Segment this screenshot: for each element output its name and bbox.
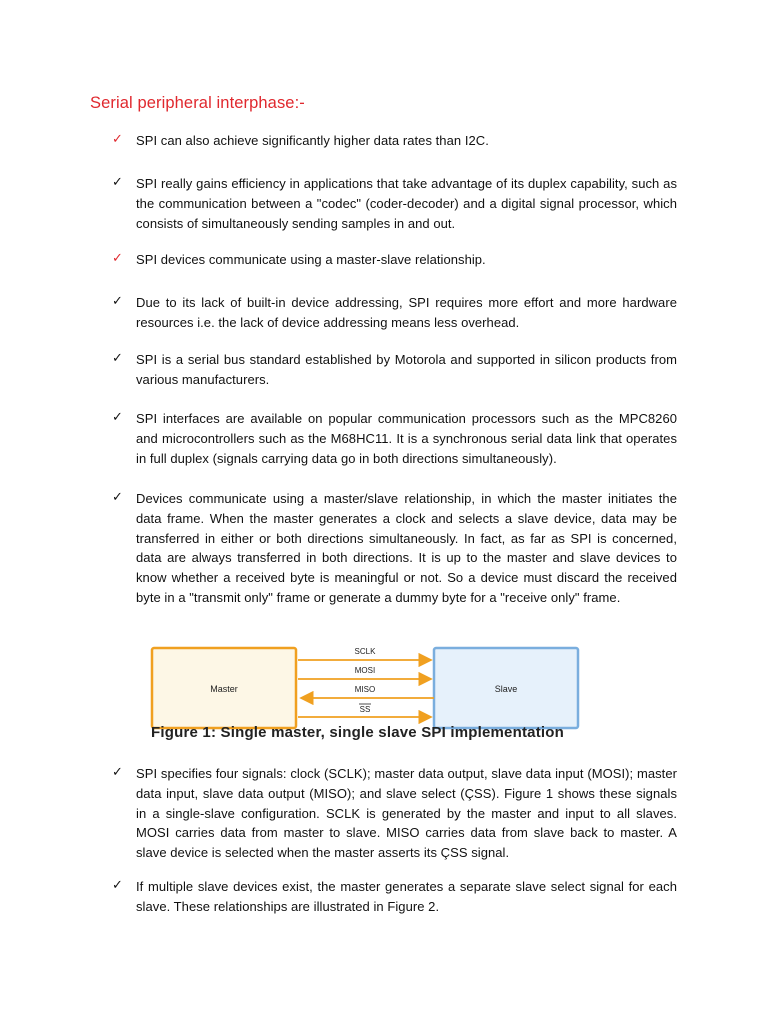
ss-label: SS <box>359 705 371 714</box>
bullet-item <box>112 764 677 863</box>
check-icon: ✓ <box>112 132 123 147</box>
bullet-text: Devices communicate using a master/slave relationship, in which the master initiates the data frame. When the master generates a clock and selects a slave device, data may be transferred in either or both directions simultaneously. In fact, as far as SPI is concerned, data are always transferred in both directions. It is up to the master and slave devices to know whether a received byte is meaningful or not. So a device must discard the received byte in a "transmit only" frame or generate a dummy byte for a "receive only" frame. <box>136 491 677 605</box>
section-heading: Serial peripheral interphase:- <box>90 94 305 112</box>
check-icon: ✓ <box>112 251 123 266</box>
miso-label: MISO <box>354 685 376 694</box>
bullet-text: SPI really gains efficiency in applications that take advantage of its duplex capability, such as the communication between a "codec" (coder-decoder) and a digital signal processor, which consists of simultaneously sending samples in and out. <box>136 176 677 231</box>
bullet-item <box>112 250 677 270</box>
bullet-item <box>112 293 677 333</box>
check-icon: ✓ <box>112 351 123 366</box>
bullet-item <box>112 174 677 233</box>
check-icon: ✓ <box>112 490 123 505</box>
mosi-label: MOSI <box>354 666 376 675</box>
check-icon: ✓ <box>112 878 123 893</box>
figure-caption: Figure 1: Single master, single slave SPI implementation <box>151 724 564 741</box>
bullet-item <box>112 409 677 468</box>
bullet-text: SPI specifies four signals: clock (SCLK); master data output, slave data input (MOSI); master data input, slave data output (MISO); and slave select (ÇSS). Figure 1 shows these signals in a single-slave configuration. SCLK is generated by the master and input to all slaves. MOSI carries data from master to slave. MISO carries data from slave back to master. A slave device is selected when the master asserts its ÇSS signal. <box>136 766 677 861</box>
bullet-item <box>112 131 677 151</box>
master-label: Master <box>210 684 238 694</box>
bullet-text: If multiple slave devices exist, the master generates a separate slave select signal for each slave. These relationships are illustrated in Figure 2. <box>136 879 677 914</box>
bullet-item <box>112 489 677 608</box>
bullet-text: Due to its lack of built-in device addressing, SPI requires more effort and more hardware resources i.e. the lack of device addressing means less overhead. <box>136 295 677 330</box>
check-icon: ✓ <box>112 410 123 425</box>
bullet-text: SPI is a serial bus standard established by Motorola and supported in silicon products from various manufacturers. <box>136 352 677 387</box>
check-icon: ✓ <box>112 294 123 309</box>
bullet-text: SPI interfaces are available on popular communication processors such as the MPC8260 and microcontrollers such as the M68HC11. It is a synchronous serial data link that operates in full duplex (signals carrying data go in both directions simultaneously). <box>136 411 677 466</box>
sclk-label: SCLK <box>354 647 376 656</box>
check-icon: ✓ <box>112 175 123 190</box>
bullet-text: SPI can also achieve significantly higher data rates than I2C. <box>136 133 489 148</box>
bullet-item <box>112 877 677 917</box>
check-icon: ✓ <box>112 765 123 780</box>
slave-label: Slave <box>494 684 518 694</box>
bullet-text: SPI devices communicate using a master-slave relationship. <box>136 252 486 267</box>
bullet-item <box>112 350 677 390</box>
